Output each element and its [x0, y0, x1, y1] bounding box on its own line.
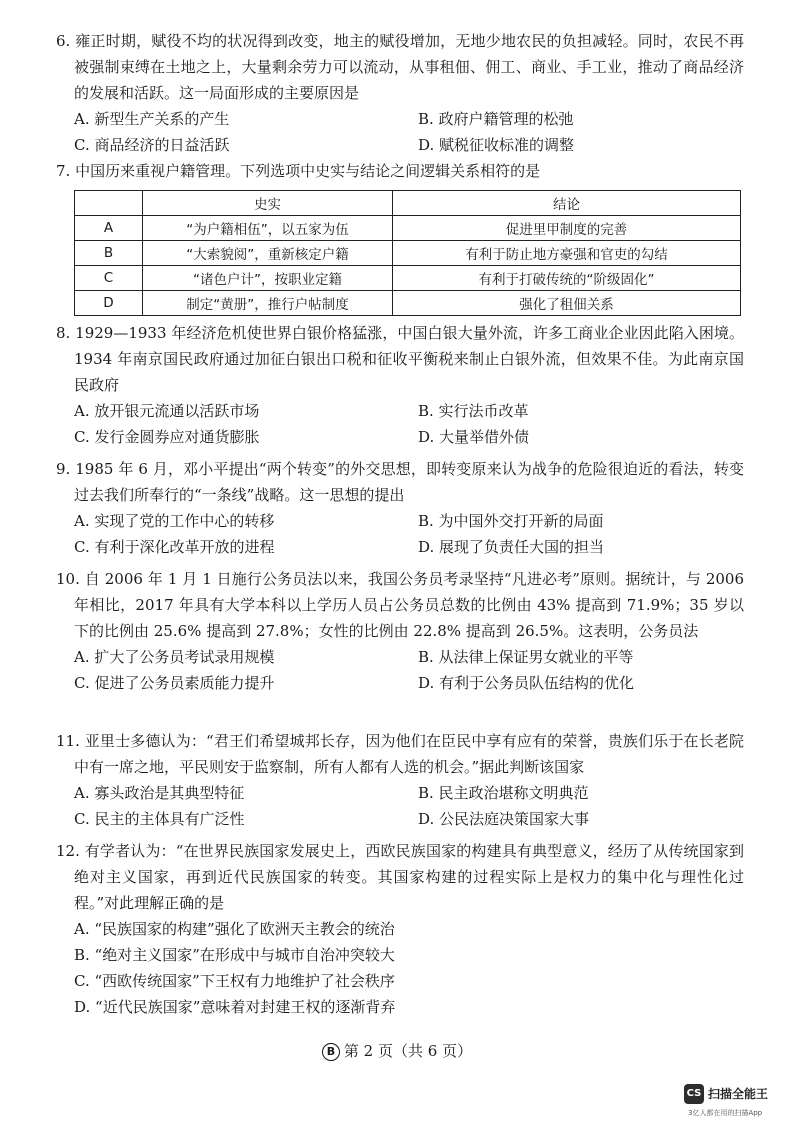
table-header-cell: 结论 [393, 191, 741, 216]
question-8-option-c[interactable]: C. 发行金圆券应对通货膨胀 [74, 428, 260, 446]
question-11 [56, 728, 744, 832]
version-badge: B [322, 1043, 340, 1061]
question-9-option-a[interactable]: A. 实现了党的工作中心的转移 [74, 512, 275, 530]
question-8-stem: 8. 1929—1933 年经济危机使世界白银价格猛涨，中国白银大量外流，许多工商业企业因此陷入困境。1934 年南京国民政府通过加征白银出口税和征收平衡税来制止白银外流，但效果不佳。为此南京国民政府 [56, 324, 744, 394]
table-header-cell: 史实 [143, 191, 393, 216]
question-9-options-row2 [56, 534, 744, 560]
question-8-option-a[interactable]: A. 放开银元流通以活跃市场 [74, 402, 260, 420]
camscanner-logo-icon: CS [684, 1084, 704, 1104]
question-12-option-b[interactable]: B. “绝对主义国家”在形成中与城市自治冲突较大 [74, 946, 395, 964]
question-12-stem: 12. 有学者认为：“在世界民族国家发展史上，西欧民族国家的构建具有典型意义，经历了从传统国家到绝对主义国家，再到近代民族国家的转变。其国家构建的过程实际上是权力的集中化与理性化过程。”对此理解正确的是 [56, 842, 744, 912]
question-6-option-c[interactable]: C. 商品经济的日益活跃 [74, 136, 230, 154]
table-row[interactable] [75, 241, 741, 266]
question-11-options-row1 [56, 780, 744, 806]
conclusion-cell: 促进里甲制度的完善 [393, 216, 741, 241]
watermark-title: 扫描全能王 [708, 1087, 769, 1101]
page-number: 第 2 页（共 6 页） [343, 1042, 473, 1060]
question-6-option-a[interactable]: A. 新型生产关系的产生 [74, 110, 230, 128]
question-6-options-row2 [56, 132, 744, 158]
conclusion-cell: 强化了租佃关系 [393, 291, 741, 316]
fact-cell: “诸色户计”，按职业定籍 [143, 266, 393, 291]
question-6-stem: 6. 雍正时期，赋役不均的状况得到改变，地主的赋役增加，无地少地农民的负担减轻。同时，农民不再被强制束缚在土地之上，大量剩余劳力可以流动，从事租佃、佣工、商业、手工业，推动了商品经济的发展和活跃。这一局面形成的主要原因是 [56, 32, 744, 102]
fact-cell: “为户籍相伍”，以五家为伍 [143, 216, 393, 241]
question-11-stem: 11. 亚里士多德认为：“君王们希望城邦长存，因为他们在臣民中享有应有的荣誉，贵族们乐于在长老院中有一席之地，平民则安于监察制，所有人都有人选的机会。”据此判断该国家 [56, 732, 744, 776]
table-header-cell [75, 191, 143, 216]
question-9-stem: 9. 1985 年 6 月，邓小平提出“两个转变”的外交思想，即转变原来认为战争的危险很迫近的看法，转变过去我们所奉行的“一条线”战略。这一思想的提出 [56, 460, 744, 504]
question-6-option-d[interactable]: D. 赋税征收标准的调整 [418, 136, 575, 154]
question-7-stem: 7. 中国历来重视户籍管理。下列选项中史实与结论之间逻辑关系相符的是 [56, 162, 541, 180]
page-footer [0, 1040, 794, 1061]
question-9-option-b[interactable]: B. 为中国外交打开新的局面 [418, 512, 604, 530]
question-9-option-c[interactable]: C. 有利于深化改革开放的进程 [74, 538, 275, 556]
question-7-table [74, 190, 741, 316]
question-11-option-a[interactable]: A. 寡头政治是其典型特征 [74, 784, 245, 802]
question-11-option-d[interactable]: D. 公民法庭决策国家大事 [418, 810, 590, 828]
table-row[interactable] [75, 216, 741, 241]
question-11-option-c[interactable]: C. 民主的主体具有广泛性 [74, 810, 245, 828]
question-10-options-row1 [56, 644, 744, 670]
question-10-stem: 10. 自 2006 年 1 月 1 日施行公务员法以来，我国公务员考录坚持“凡进必考”原则。据统计，与 2006 年相比，2017 年具有大学本科以上学历人员占公务员总数的比例由 43% 提高到 71.9%；35 岁以下的比例由 25.6% 提高到 27.8%；女性的比例由 22.8% 提高到 26.5%。这表明，公务员法 [56, 570, 744, 640]
question-11-option-b[interactable]: B. 民主政治堪称文明典范 [418, 784, 589, 802]
conclusion-cell: 有利于打破传统的“阶级固化” [393, 266, 741, 291]
fact-cell: 制定“黄册”，推行户帖制度 [143, 291, 393, 316]
question-12-option-a[interactable]: A. “民族国家的构建”强化了欧洲天主教会的统治 [74, 920, 395, 938]
fact-cell: “大索貌阅”，重新核定户籍 [143, 241, 393, 266]
question-9-option-d[interactable]: D. 展现了负责任大国的担当 [418, 538, 605, 556]
question-8 [56, 320, 744, 450]
question-12 [56, 838, 744, 1020]
row-label: D [75, 291, 143, 316]
scanner-watermark [684, 1080, 794, 1125]
question-10-option-c[interactable]: C. 促进了公务员素质能力提升 [74, 674, 275, 692]
question-10-option-a[interactable]: A. 扩大了公务员考试录用规模 [74, 648, 275, 666]
question-10-option-b[interactable]: B. 从法律上保证男女就业的平等 [418, 648, 634, 666]
question-12-option-d[interactable]: D. “近代民族国家”意味着对封建王权的逐渐背弃 [74, 998, 396, 1016]
question-11-options-row2 [56, 806, 744, 832]
question-6-option-b[interactable]: B. 政府户籍管理的松弛 [418, 110, 574, 128]
row-label: C [75, 266, 143, 291]
question-9-options-row1 [56, 508, 744, 534]
row-label: B [75, 241, 143, 266]
conclusion-cell: 有利于防止地方豪强和官吏的勾结 [393, 241, 741, 266]
question-10-option-d[interactable]: D. 有利于公务员队伍结构的优化 [418, 674, 635, 692]
question-10 [56, 566, 744, 696]
row-label: A [75, 216, 143, 241]
watermark-subtitle: 3亿人都在用的扫描App [688, 1109, 763, 1117]
question-10-options-row2 [56, 670, 744, 696]
table-row[interactable] [75, 266, 741, 291]
question-8-option-d[interactable]: D. 大量举借外债 [418, 428, 530, 446]
question-8-option-b[interactable]: B. 实行法币改革 [418, 402, 529, 420]
question-8-options-row1 [56, 398, 744, 424]
question-6-options-row1 [56, 106, 744, 132]
question-12-option-c[interactable]: C. “西欧传统国家”下王权有力地维护了社会秩序 [74, 972, 395, 990]
question-9 [56, 456, 744, 560]
question-7 [56, 158, 744, 184]
table-header-row [75, 191, 741, 216]
question-6 [56, 28, 744, 158]
question-8-options-row2 [56, 424, 744, 450]
table-row[interactable] [75, 291, 741, 316]
